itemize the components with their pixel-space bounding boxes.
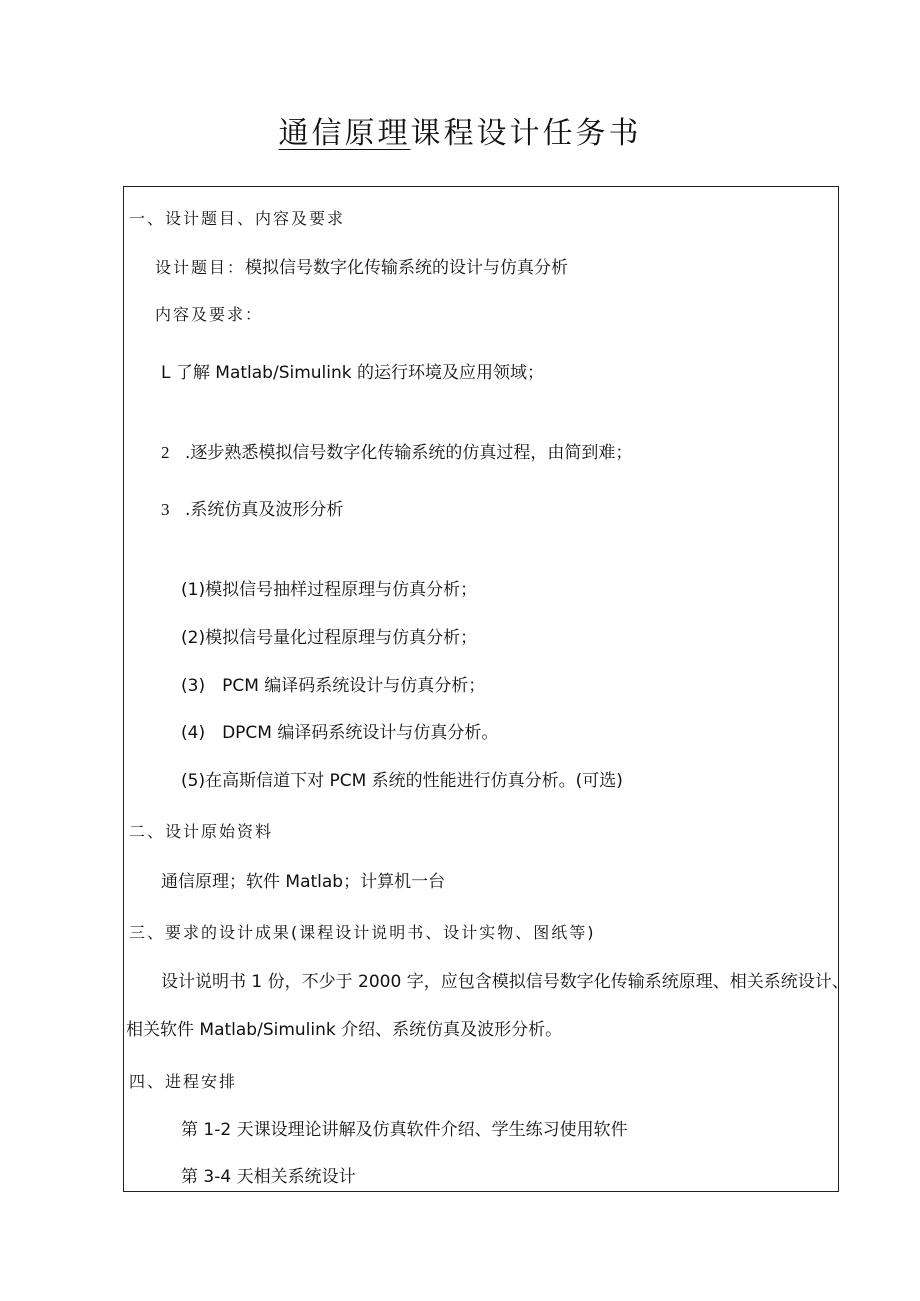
requirement-item-2 [161,441,632,465]
item-number: 2 [161,443,170,462]
schedule-item-1: 第 1-2 天课设理论讲解及仿真软件介绍、学生练习使用软件 [181,1120,628,1140]
requirement-item-3 [161,498,343,522]
section-3-heading: 三、要求的设计成果(课程设计说明书、设计实物、图纸等) [129,923,596,942]
sub-item-5: (5)在高斯信道下对 PCM 系统的性能进行仿真分析。(可选) [181,771,623,791]
section-3-line-2: 相关软件 Matlab/Simulink 介绍、系统仿真及波形分析。 [126,1020,563,1040]
sub-item-1: (1)模拟信号抽样过程原理与仿真分析； [181,580,478,600]
item-number: 3 [161,500,170,519]
title-underlined-part: 通信原理 [278,116,411,151]
topic-text: 模拟信号数字化传输系统的设计与仿真分析 [245,258,569,278]
title-rest: 课程设计任务书 [410,116,642,151]
schedule-item-2: 第 3-4 天相关系统设计 [181,1167,356,1187]
section-3-line-1: 设计说明书 1 份，不少于 2000 字，应包含模拟信号数字化传输系统原理、相关系统设计、 [161,972,849,992]
section-4-heading: 四、进程安排 [129,1072,238,1091]
design-topic [155,256,568,280]
item-text: .系统仿真及波形分析 [185,500,344,520]
sub-item-3: (3) PCM 编译码系统设计与仿真分析； [181,676,486,696]
section-2-text: 通信原理；软件 Matlab；计算机一台 [161,872,446,892]
section-2-heading: 二、设计原始资料 [129,822,274,841]
item-text: .逐步熟悉模拟信号数字化传输系统的仿真过程，由简到难； [185,443,633,463]
requirement-item-1: L 了解 Matlab/Simulink 的运行环境及应用领域； [161,363,545,383]
topic-label: 设计题目： [155,258,246,277]
section-1-heading: 一、设计题目、内容及要求 [129,209,346,228]
sub-item-2: (2)模拟信号量化过程原理与仿真分析； [181,628,478,648]
requirements-label: 内容及要求： [155,305,264,324]
document-title [0,112,920,156]
sub-item-4: (4) DPCM 编译码系统设计与仿真分析。 [181,723,499,743]
